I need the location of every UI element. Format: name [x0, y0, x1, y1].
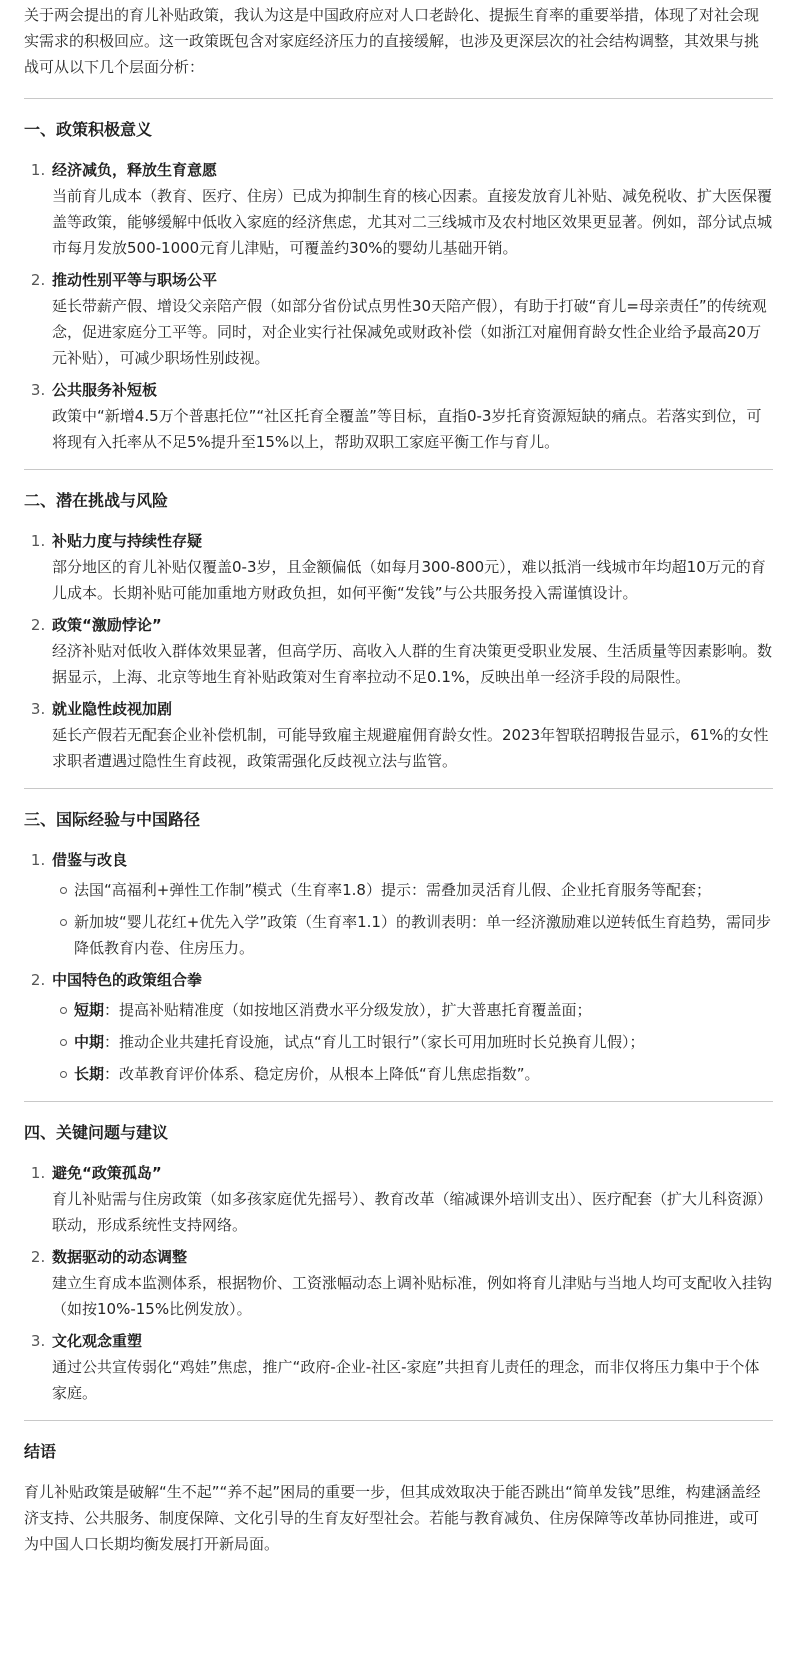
item-title: 3. 文化观念重塑: [52, 1332, 143, 1350]
item-title: 1. 补贴力度与持续性存疑: [52, 532, 203, 550]
bullet-text: 法国“高福利+弹性工作制”模式（生育率1.8）提示：需叠加灵活育儿假、企业托育服务等配套；: [74, 881, 711, 899]
list-item: [50, 528, 773, 606]
list-item: [50, 1328, 773, 1406]
conclusion-paragraph: 育儿补贴政策是破解“生不起”“养不起”困局的重要一步，但其成效取决于能否跳出“简单发钱”思维，构建涵盖经济支持、公共服务、制度保障、文化引导的生育友好型社会。若能与教育减负、住房保障等改革协同推进，或可为中国人口长期均衡发展打开新局面。: [24, 1483, 761, 1553]
item-body: 延长产假若无配套企业补偿机制，可能导致雇主规避雇佣育龄女性。2023年智联招聘报告显示，61%的女性求职者遭遇过隐性生育歧视，政策需强化反歧视立法与监管。: [52, 726, 769, 770]
bullet-label: 长期: [74, 1065, 105, 1083]
section-divider: [24, 469, 773, 470]
item-title: 2. 数据驱动的动态调整: [52, 1248, 188, 1266]
section-divider: [24, 1420, 773, 1421]
section-divider: [24, 788, 773, 789]
bullet-item: [74, 1029, 773, 1055]
bullet-item: [74, 877, 773, 903]
numbered-list: [24, 528, 773, 774]
list-item: [50, 377, 773, 455]
item-title: 1. 借鉴与改良: [52, 851, 128, 869]
item-title: 2. 政策“激励悖论”: [52, 616, 162, 634]
item-body: 建立生育成本监测体系，根据物价、工资涨幅动态上调补贴标准，例如将育儿津贴与当地人均可支配收入挂钩（如按10%-15%比例发放）。: [52, 1274, 773, 1318]
item-title: 2. 中国特色的政策组合拳: [52, 971, 203, 989]
list-item: [50, 696, 773, 774]
bullet-list: [52, 997, 773, 1087]
bullet-item: [74, 909, 773, 961]
item-body: 延长带薪产假、增设父亲陪产假（如部分省份试点男性30天陪产假），有助于打破“育儿=母亲责任”的传统观念，促进家庭分工平等。同时，对企业实行社保减免或财政补偿（如浙江对雇佣育龄女性企业给予最高20万元补贴），可减少职场性别歧视。: [52, 297, 767, 367]
conclusion-heading: 结语: [24, 1442, 57, 1461]
numbered-list: [24, 157, 773, 455]
section-divider: [24, 1101, 773, 1102]
numbered-list: [24, 847, 773, 1087]
list-item: [50, 1160, 773, 1238]
bullet-text: 新加坡“婴儿花红+优先入学”政策（生育率1.1）的教训表明：单一经济激励难以逆转低生育趋势，需同步降低教育内卷、住房压力。: [74, 913, 771, 957]
bullet-label: 中期: [74, 1033, 105, 1051]
section-heading: 一、政策积极意义: [24, 120, 153, 139]
section-heading: 三、国际经验与中国路径: [24, 810, 201, 829]
section-heading: 四、关键问题与建议: [24, 1123, 169, 1142]
bullet-text: ：提高补贴精准度（如按地区消费水平分级发放），扩大普惠托育覆盖面；: [104, 1001, 592, 1019]
bullet-text: ：改革教育评价体系、稳定房价，从根本上降低“育儿焦虑指数”。: [104, 1065, 540, 1083]
list-item: [50, 967, 773, 1087]
item-body: 部分地区的育儿补贴仅覆盖0-3岁，且金额偏低（如每月300-800元），难以抵消一线城市年均超10万元的育儿成本。长期补贴可能加重地方财政负担，如何平衡“发钱”与公共服务投入需谨慎设计。: [52, 558, 766, 602]
numbered-list: [24, 1160, 773, 1406]
section-heading: 二、潜在挑战与风险: [24, 491, 169, 510]
list-item: [50, 612, 773, 690]
item-title: 2. 推动性别平等与职场公平: [52, 271, 218, 289]
item-body: 经济补贴对低收入群体效果显著，但高学历、高收入人群的生育决策更受职业发展、生活质量等因素影响。数据显示，上海、北京等地生育补贴政策对生育率拉动不足0.1%，反映出单一经济手段的局限性。: [52, 642, 773, 686]
section-divider: [24, 98, 773, 99]
bullet-item: [74, 1061, 773, 1087]
item-body: 政策中“新增4.5万个普惠托位”“社区托育全覆盖”等目标，直指0-3岁托育资源短缺的痛点。若落实到位，可将现有入托率从不足5%提升至15%以上，帮助双职工家庭平衡工作与育儿。: [52, 407, 762, 451]
bullet-label: 短期: [74, 1001, 105, 1019]
bullet-text: ：推动企业共建托育设施，试点“育儿工时银行”（家长可用加班时长兑换育儿假）；: [104, 1033, 645, 1051]
item-title: 3. 公共服务补短板: [52, 381, 158, 399]
item-body: 通过公共宣传弱化“鸡娃”焦虑，推广“政府-企业-社区-家庭”共担育儿责任的理念，而非仅将压力集中于个体家庭。: [52, 1358, 760, 1402]
item-body: 育儿补贴需与住房政策（如多孩家庭优先摇号）、教育改革（缩减课外培训支出）、医疗配套（扩大儿科资源）联动，形成系统性支持网络。: [52, 1190, 773, 1234]
list-item: [50, 157, 773, 261]
list-item: [50, 1244, 773, 1322]
sections-container: [24, 98, 773, 1406]
item-title: 3. 就业隐性歧视加剧: [52, 700, 173, 718]
item-body: 当前育儿成本（教育、医疗、住房）已成为抑制生育的核心因素。直接发放育儿补贴、减免税收、扩大医保覆盖等政策，能够缓解中低收入家庭的经济焦虑，尤其对二三线城市及农村地区效果更显著。例如，部分试点城市每月发放500-1000元育儿津贴，可覆盖约30%的婴幼儿基础开销。: [52, 187, 773, 257]
bullet-item: [74, 997, 773, 1023]
item-title: 1. 避免“政策孤岛”: [52, 1164, 162, 1182]
item-title: 1. 经济减负，释放生育意愿: [52, 161, 218, 179]
bullet-list: [52, 877, 773, 961]
list-item: [50, 267, 773, 371]
intro-paragraph: 关于两会提出的育儿补贴政策，我认为这是中国政府应对人口老龄化、提振生育率的重要举措，体现了对社会现实需求的积极回应。这一政策既包含对家庭经济压力的直接缓解，也涉及更深层次的社会结构调整，其效果与挑战可从以下几个层面分析：: [24, 6, 760, 76]
list-item: [50, 847, 773, 961]
